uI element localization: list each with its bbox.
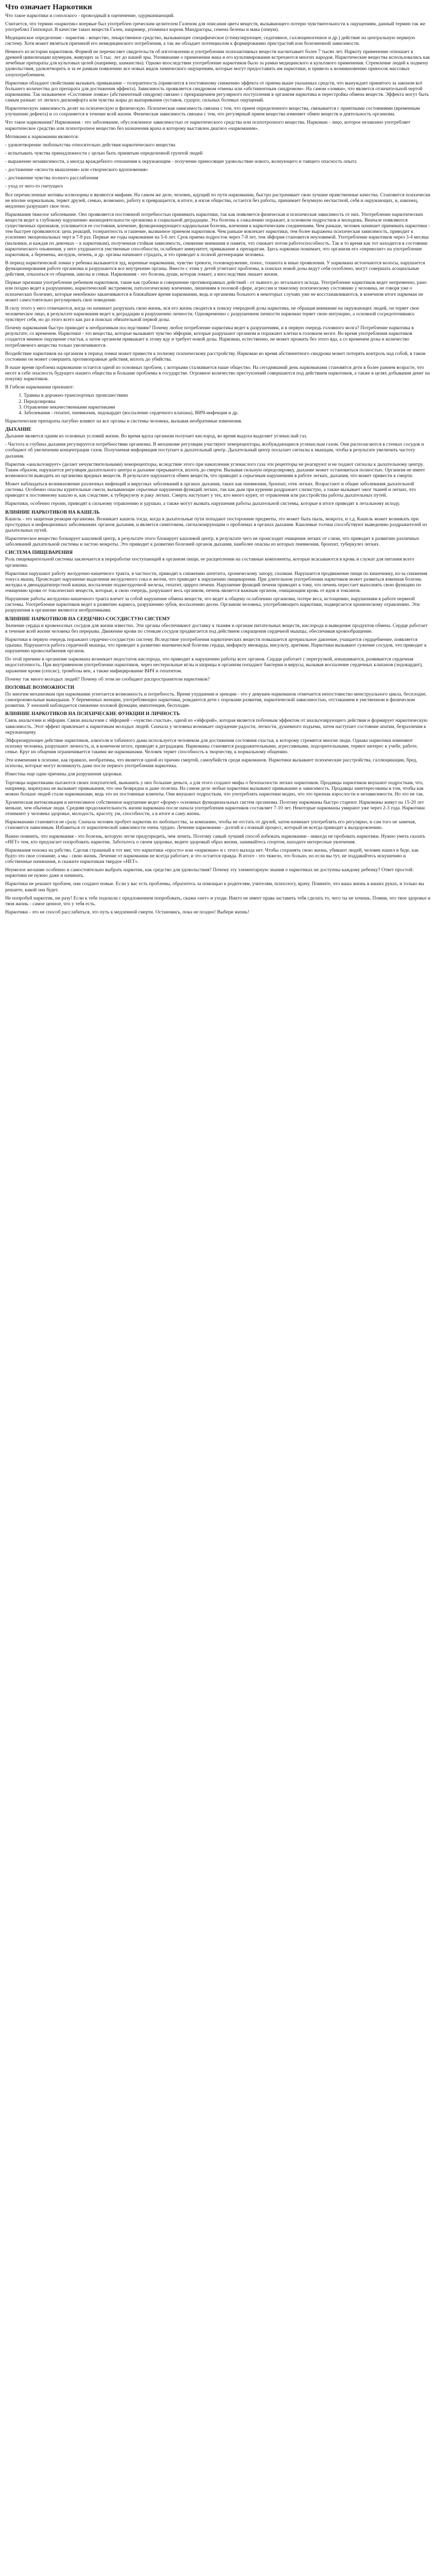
paragraph: Все перечисленные мотивы иллюзорны и являются мифами. На самом же деле, человек, идущий по пути наркомании, быстро растрачивает свои лучшие нравственные качества. Становится психически не вполне нормальным, теряет друзей, семью, возможно, работу и превращается, в итоге, в изгоя общества, остается без работы, принимает безумную несчастной, себя и окружающих, и, наконец, медленно разрушает свое тело. (5, 192, 430, 209)
paragraph: Не попробуй наркотик, ни разу! Если к тебе подошли с предложением попробовать, скажи «нет» и уходи. Никто не имеет права заставить тебя сделать то, чего ты не хочешь. Помни, что твое здоровье и твоя жизнь - самое ценное, что у тебя есть. (5, 895, 431, 907)
paragraph: Наркотики не решают проблем, они создают новые. Если у вас есть проблемы, обратитесь за помощью к родителям, учителям, психологу, врачу. Помните, что ваша жизнь в ваших руках, и только вы решаете, какой она будет. (5, 881, 424, 893)
paragraph: Наркотическое вещество блокирует кашлевой центр, в результате этого блокирует кашлевой центр, в результате чего не происходит очищения легких от слизи, что приводит к развитию различных заболеваний дыхательной системы и застою мокроты. Это приводит к развитию болезней органов дыхания, наиболее опасны из которых пневмония, бронхит, туберкулез легких. (5, 536, 420, 548)
paragraph: Хроническая интоксикация и интенсивное собственное нарушение ведет «форму» основных функциональных систем организма. Поэтому наркоманы быстро стареют. Наркоманы живут на 15-20 лет меньше, чем обычные люди. Средняя продолжительность жизни наркомана после начала употребления наркотиков составляет 7-10 лет. Некоторые наркоманы умирают уже через 2-3 года. Наркотики отнимают у человека здоровье, молодость, красоту, ум, способности, а в итоге и саму жизнь. (5, 799, 425, 817)
paragraph: Кашель - это защитная реакция организма. Возникает кашель тогда, когда в дыхательные пути попадают посторонние предметы, это может быть пыль, мокрота, и т.д. Кашель может возникать при простудных и инфекционных заболеваниях органов дыхания, и является симптомом, сигнализирующим о проблемах в органах дыхания. Кашлевые толчки способствуют выведению раздражителей из дыхательных путей. (5, 516, 427, 533)
paragraph: - удовлетворение любопытства относительно действия наркотического вещества (5, 142, 176, 148)
paragraph: - выражение независимости, а иногда враждебного отношения к окружающим - получение приносящие удовольствие нового, волнующего и таящего опасность опыта (5, 159, 357, 165)
paragraph: Наркотическую зависимость делят на психическую и физическую. Психическая зависимость связана с тем, что прием определенного вещества, связывается с приятными состояниями (временным улучшение дефекта) и со сохраняется в течение всей жизни. Физическая зависимость связана с тем, что регулярный прием вещества изменяет обмен веществ и деятельность организма. (5, 106, 420, 117)
paragraph: Дыхание является одним из основных условий жизни. Во время вдоха организм получает кислород, во время выдоха выделяет углекислый газ. (5, 433, 307, 439)
paragraph: Эти изменения в психике, как правило, необратимы, что является одной из причин смертей, самоубийств среди наркоманов. Наркотики вызывают психические расстройства, галлюцинации, бред, психозы, которые могут возникнуть даже после первого употребления наркотика. (5, 757, 417, 769)
list-item: 4. Заболевания - гепатит, пневмония, эндокардит (воспаление сердечного клапана), ВИЧ-инфекция и др. (24, 410, 431, 416)
paragraph: Почему так много молодых людей? Почему об этом не сообщают распространители наркотиков? (5, 676, 210, 682)
list-item: 1. Травмы в дорожно-транспортных происшествиях (24, 393, 431, 398)
article (0, 0, 436, 928)
paragraph: - достижение «ясности мышления» или «творческого вдохновения» (5, 167, 148, 173)
paragraph: Известны еще один причины для разрушения здоровья. (5, 771, 123, 777)
section-heading: ВЛИЯНИЕ НАРКОТИКОВ НА СЕРДЕЧНО-СОСУДИСТУЮ СИСТЕМУ (5, 616, 170, 622)
paragraph: Неумелое желание особенно и самостоятельно выбрать наркотик, как средство для удовольствия? Почему эту элементарную знания о наркотиках не доступны каждому ребенку? Ответ простой: наркотики не нужно даже и начинать. (5, 867, 414, 879)
paragraph: Наркотики обладают свойствами вызывать привыкание – толерантность (привелится в постоянному снижению эффекта от приема выше указанных средств, что вынуждает принятого за законом всё большего количества доз препарата для достижения эффекта). Зависимость проявляется синдромом отмены или «абстинентным синдромом». На самом «ломки», что является отличительной чертой наркомании. Так называемое «Состояние ломки» (абстинентный синдром) связано с прекращением регулярного поступления в организм наркотика и перестройка обмена веществ. Эффекта могут быть самым разные: от легкого дискомфорта или чувства жары до выпаривания суставов, судорог, сильных болевых ощущений. (5, 80, 429, 104)
page-subtitle: Что такое наркотики и сонолского - провоздный в оцепенение, одурманиающий. (5, 13, 175, 19)
section-heading: ДЫХАНИЕ (5, 427, 32, 433)
paragraph: Наркотик «анальгезирует» (делает нечувствительными) хеморецепторы, вследствие этого при накоплении углекислого газа эти рецепторы не реагируют и не подают сигналы к дыхательному центру. Таким образом, нарушается регуляция дыхательного центра и дыхание прерывается, вплоть до смерти. Вызывая сильную передозировку, дыхание может остановиться полностью. Организм не имеет возможности выводить из организма вредных веществ. В результате нарушается обмен веществ, что приводит к серьезным нарушениям в работе легких, дыхания, что может привести к смерти. (5, 461, 425, 479)
paragraph: По этой причине в организме наркомана возникает недостаток кислорода, что приводит к нарушению работы всех органов. Сердце работает с перегрузкой, изнашивается, развивается сердечная недостаточность. При внутривенном употреблении наркотиков, через нестерильные иглы и шприцы в организм попадают бактерии и вирусы, вызывая воспаление сердечных клапанов (эндокардит), заражение крови (сепсис), тромбозы вен, а также инфицирование ВИЧ и гепатитом. (5, 656, 423, 674)
page-title: Что означает Наркотики (5, 3, 92, 11)
article-body (5, 21, 431, 916)
paragraph: Медицинское определение - наркотик - вещество, лекарственное средство, вызывающее специфическое (стимулирующее, седативное, галлюциногенное и др.) действие на центральную нервную систему. Хотя может являться причиной его немедицинского потребления, а так же обладает потенциалом к формированию пристрастий или болезненной зависимости. (5, 35, 415, 46)
paragraph: - Частота и глубина дыхания регулируется потребностями организма. В механизме регуляции участвуют хеморецепторы, возбуждающиеся углекислым газом. Они располагаются в стенках сосудов и сообщают об увеличении концентрации газов. Получаемая информация поступает в дыхательный центр. Дыхательный центр посылает сигналы к мышцам, чтобы в результате увеличить частоту дыхания. (5, 442, 424, 459)
paragraph: Наркотики в первую очередь поражают сердечно-сосудистую систему. Вследствие употребления наркотических веществ повышается артериальное давление, учащается сердцебиение, появляется одышка. Нарушается работа сердечной мышцы, что приводит к развитию ишемической болезни сердца, инфаркту миокарда, инсульту, аритмии. Наркотики вызывают сужение сосудов, что приводит к нарушению кровоснабжения органов. (5, 636, 427, 654)
numbered-list (24, 393, 431, 416)
paragraph: Считается, что термин «наркотик» впервые был употреблен греческим целителем Галеном для описания цвета веществ, вызывающего потерю чувствительности к ощущениям, данный термин так же употреблял Гиппократ. В качестве таких веществ Гален, например, упоминал корень Мандрагоры, семена белены и мака (опиум). (5, 21, 426, 32)
paragraph: Связь анальгезии и эйфории. Связи анальгезии с эйфорией - «чувство счастья», одной из «эйфорий», которая является побочным эффектом от анальгезирующего действия и формирует наркотическую зависимость. Этот эффект привлекает к наркотикам молодых людей. Сначала у человека возникает ощущение радости, легкости, душевного подъема, затем наступает состояние апатии, безразличия к окружающему. (5, 718, 428, 735)
paragraph: Наркомания тяжелое заболевание. Оно проявляется постоянной потребностью принимать наркотики, так как появляется физическая и психическая зависимость от них. Употребление наркотических веществ ведет к глубокому нарушению жизнедеятельности организма и социальной деградации. Эта болезнь к сожалению поражает, в основном подростков и молодежь. Вначале появляются существенных признаков, усиливается ее состояния, влечение, функционирующего кардиальная болезнь, влечения к наркотическим соединениям. Чем раньше, человек начинает принимать наркотики - тем быстрее проявляются: цепь реакций, толерантность и гашение, вызванное приемом наркотиков. Чем раньше вовлекает наркотики, тем более выражена психическая зависимость, приводит к усилению эмоциональных черт в 7-8 раз. Первые же годы наркомании на 5-6 лет. Срок приема подросток через 7-8 лет, тем эйфория становится неуловимой. Употребление наркотиков через 3-4 месяца (мальчики, и каждая по девочках – к наркотикам), полученная стойкая зависимость, снижение внимания и памяти, что снижает потом работоспособность. Так в то время как тот находится в состоянии наркотического опьянения, у него ухудшаются умственные способности, ослабевает иммунитет, привыкание к препаратам. Здесь наркоман понимает, что организм его «переволит» на употребление наркотиков, а беремены, желудок, печень, и др. органы начинают страдать, и это приводит к полной дегенерации человека. (5, 211, 430, 258)
paragraph: Наркоманами становятся не сразу. Сначала человек пробует наркотик из любопытства, за компанию, чтобы не отстать от друзей, затем начинает употреблять его регулярно, и сам того не замечая, становится зависимым. Избавиться от наркотической зависимости очень трудно. Лечение наркомании - долгий и сложный процесс, который не всегда приводит к выздоровлению. (5, 819, 416, 831)
paragraph: - испытывать чувства принадлежности с целью быть принятым определенной группой людей (5, 150, 203, 156)
paragraph: Роль пищеварительной системы заключается в переработке поступающей в организм пищи, ее расщеплении на составные компоненты, которые всасываются в кровь и служат для питания всего организма. (5, 556, 414, 568)
paragraph: Первые признаки употребление ребенком наркотиков, такие как грабежи и совершение противоправных действий - от пьяного до летального исхода. Употребление наркотиков ведет непременно, рано или поздно ведет к разрушению, наркотический экстремизм, патологическому влечению, лишениям в половой сфере, агрессии и тяжелому психическому состоянию у человека, не говоря уже о психических болезнях, которые неизбежно заканчиваются в ближайшее время наркомании, ведь и организма больного в некоторых случаях уже не восстанавливаются, в конечном итоге наркоман не может самостоятельно регулировать свое поведение. (5, 280, 427, 303)
paragraph: - уход от чего-то гнетущего (5, 183, 63, 190)
paragraph: Почему наркомания быстро приводит к необратимым последствиям? Почему любое потребление наркотика ведет к разрушениям, и в первую очередь головного мозга? Потребление наркотика в результате, со временем. Наркотики - это вещества, которые вызывают чувство эйфории, которые разрушают организм и поражают клетки в головном мозге. Во время употребления наркотиков создается мнимое ощущение счастья, а затем организм привыкает к этому яду и требует новой дозы. Наркоман, естественно, не может прожить без этого яда, а со временем дозы и количество потребляемого вещества только увеличиваются. (5, 325, 414, 348)
section-heading: СИСТЕМА ПИЩЕВАРЕНИЯ (5, 550, 73, 556)
paragraph: Воздействие наркотиков на организм в период ломки может привести к полному психическому расстройству. Наркоман во время абстинентного синдрома может потерять контроль над собой, в таком состоянии он может совершить противоправные действия, вплоть до убийства. (5, 350, 426, 362)
list-item: 3. Отравление некачественными наркотиками (24, 404, 431, 410)
section-heading: ВЛИЯНИЕ НАРКОТИКОВ НА ПСИХИЧЕСКИЕ ФУНКЦИИ И ЛИЧНОСТЬ (5, 711, 180, 717)
paragraph: Наркомания похожа на рабство. Сделав страшный в тот миг, что наркотики «просто» или «наркоман» и с этого выхода нет. Чтобы сохранять свою жизнь, убивают людей, человек нашел в беде, как будто это свое сознание, а мы - свою жизнь. Лечение от наркомании не всегда работает, и это остается правда. В итоге - это тяжело, это больно, но если вы тут, не поддавайтесь искушению и собственные начинания, и скажите наркотикам твердое «НЕТ». (5, 847, 419, 865)
paragraph: Важно помнить, что наркомания - это болезнь, которую легче предупредить, чем лечить. Поэтому самый лучший способ избежать наркомании - никогда не пробовать наркотики. Нужно уметь сказать «НЕТ» тем, кто предлагает попробовать наркотик. Заботьтесь о своем здоровье, ведите здоровый образ жизни, занимайтесь спортом, находите интересные увлечения. (5, 833, 425, 845)
paragraph: Наркотики - это не способ расслабиться, это путь к медленной смерти. Остановись, пока не поздно! Выбери жизнь! (5, 909, 250, 915)
paragraph: Наркотические препараты пагубно влияют на все органы и системы человека, вызывая необратимые изменения. (5, 418, 242, 424)
paragraph: Может наблюдаться возникновение различных инфекций и вирусных заболеваний в органах дыхания, таких как пневмония, бронхит, отек легких. Возрастают и общие заболевания дыхательной системы. Особенно опасны курительные смеси, вызывающие серьезные нарушения функций легких, так как дым при курении раздражает слизистую, а также вызывает ожог тканей и легких, что приводит к постоянному кашлю и, как следствие, к туберкулезу и раку легких. Смерть наступает у тех, кто много курит, от отравления или расстройства работы дыхательных путей. (5, 481, 416, 499)
paragraph: Нарушение работы желудочно-кишечного тракта влечет за собой нарушение обмена веществ, что ведет к общему ослаблению организма, потере веса, истощению, нарушениям в работе нервной системы. Употребление наркотиков ведет к развитию кариеса, разрушению зубов, воспалению десен. Организм человека, употребляющего наркотики, подвергается хроническому отравлению. Эти разрушения в организме являются необратимыми. (5, 596, 420, 614)
paragraph: Мотивами к наркомании являются: (5, 133, 79, 140)
paragraph: По многим механизмам при наркомании угнетается возможность и потребность. Время ухудшения и эрекции - это у девушек-наркоманок отмечается непостоянство менструального цикла, бесплодие, самопроизвольные выкидыши. У беременных женщин, употребляющих наркотики, рождаются дети с пороками развития, наркотической зависимостью, отставанием в умственном и физическом развитии. У юношей наблюдается снижение половой функции, импотенция, бесплодие. (5, 691, 427, 709)
paragraph: Торговцы наркотиками пытаются своих покупателей, выманить у них большие деньги, а для этого создают мифы о безопасности легких наркотиков. Продавцы наркотиков внушают подросткам, что, например, марихуана не вызывает привыкания, что она безвредна и даже полезна. На самом деле любые наркотики вызывают привыкание и зависимость. Продавцы заинтересованы в том, чтобы как можно больше людей стали наркоманами, ведь это их постоянные клиенты. Они внушают подросткам, что употреблять наркотики модно, что это признак взрослости и независимости. Но это не так. (5, 779, 424, 797)
paragraph: Что такое наркомания? Наркомания - это заболевание, обусловленное зависимостью от наркотического средства или психотропного вещества. Наркоман - лицо, которое незаконно употребляет наркотическое средство или психотропное вещество без назначения врача и которому выставлен диагноз «наркомания». (5, 120, 411, 131)
section-heading: ПОЛОВЫЕ ВОЗМОЖНОСТИ (5, 684, 75, 690)
paragraph: Наркотики, особенно героин, приводят к сильному отравлению и удушью, а также могут вызвать нарушения работы дыхательной системы, которые в итоге приводят к летальному исходу. (5, 501, 400, 507)
paragraph: Наркотики нарушают работу желудочно-кишечного тракта, в частности, приводят к снижению аппетита, хроническому запору, спазмам. Нарушается продвижение пищи по кишечнику, из-за снижения тонуса мышц. Происходит нарушение выделения желудочного сока и желчи, что приводит к нарушению пищеварения. При длительном употреблении наркотиков может развиться язвенная болезнь желудка и двенадцатиперстной кишки, воспаление поджелудочной железы, гепатит, цирроз печени. Нарушение функций печени приводит к тому, что печень перестает выполнять свою функцию по очищению крови от токсических веществ, которые, в свою очередь, разрушают весь организм, печень является важным органом, очищающим кровь от ядов и токсинов. (5, 570, 428, 594)
section-heading: ВЛИЯНИЕ НАРКОТИКОВ НА КАШЕЛЬ (5, 509, 100, 515)
list-item: 2. Передозировка (24, 399, 431, 404)
paragraph: В Гибели наркомании признают: (5, 384, 74, 391)
paragraph: Немного из истории наркотиков. Формой не перечисляет свидетельств об изготовлении и употреблении психоактивных веществ насчитывает более 7 тысяч лет. Наркоту применение отношает к древней цивилизации шумерам, живущих за 5 тыс. лет до нашей эры. Упоминание о применении мака и его культивировании встречаются многих народов. Наркотические вещества использовались как лечебные препараты для культовых целей (например, шаманства). Однако впоследствии употребление наркотиков было за рамки медицинского и культового применения. Стремление людей к подмену удовольствия, удовлетворить и за ее рамкам появлению все новых видов химического ощущениям, которые могут предоставить им наркотики, и привело к возникновению приносок массовых злоупотреблением. (5, 49, 430, 78)
paragraph: Эйфоризирующее действие наркотиков, алкоголя и табачного дыма используется человеком для достижения состояния счастья, к которому стремятся многие люди. Однако наркотики изменяют психику человека, разрушают личность, и, в конечном итоге, приводят к деградации. Наркоманы становятся раздражительными, агрессивными, подозрительными, теряют интерес к учебе, работе, семье. Круг их общения ограничивается такими же наркоманами. Человек теряет способность к творчеству, к нормальному общению. (5, 737, 418, 755)
paragraph: В силу этого у него отмечаются, когда он начинает разрушать свою жизнь, вся его жизнь сводится к поиску очередной дозы наркотика, не обращая внимание на окружающих людей, он теряет свое человеческое лицо, в результате наркомания ведет к деградации и разрушению личности. Одновременно с разрушением личности наркоман теряет свою интуицию, а основной сосредоточиваясь чувствует себя, но до этого всего как раз в поисках обязательной первой дозы. (5, 305, 420, 323)
paragraph: Значение сердца и кровеносных сосудов для жизни известно. Эти органы обеспечивают доставку к тканям и органам питательных веществ, кислорода и выведение продуктов обмена. Сердце работает в течение всей жизни человека без перерыва. Движение крови по стенкам сосудов продвигается под действием сокращения сердечной мышцы, обеспечивая кровообращение. (5, 622, 428, 634)
paragraph: В наше время проблема наркомании остается одной из основных проблем, с которыми сталкивается наше общество. На сегодняшний день наркоманами становятся дети в более раннем возрасте, что несет в себе опасность будущего нашего общества и большие проблемы в государстве. Огромное количество преступлений совершаются под действием наркотиков, а также в целях добывания денег на покупку наркотиков. (5, 364, 430, 382)
paragraph: - достижение чувства полного расслабления (5, 175, 98, 181)
paragraph: В период наркотической ломки у ребенка вызывается зуд, коренные наркомании, чувство тревоги, головокружение, понос, тошнота и иные проявления. У наркомана истончаются волосы, нарушается функционирования работе организма и разрушаются все внутренние органы. Вместе с этим у детей угнетают проблемы, в поисках новой дозы ведут себя озлоблено, могут совершать асоциальные действия, отказаться от общения, школы и семьи. Наркомания - это болезнь души, которая ломает, а впоследствии лишает жизни. (5, 260, 425, 278)
